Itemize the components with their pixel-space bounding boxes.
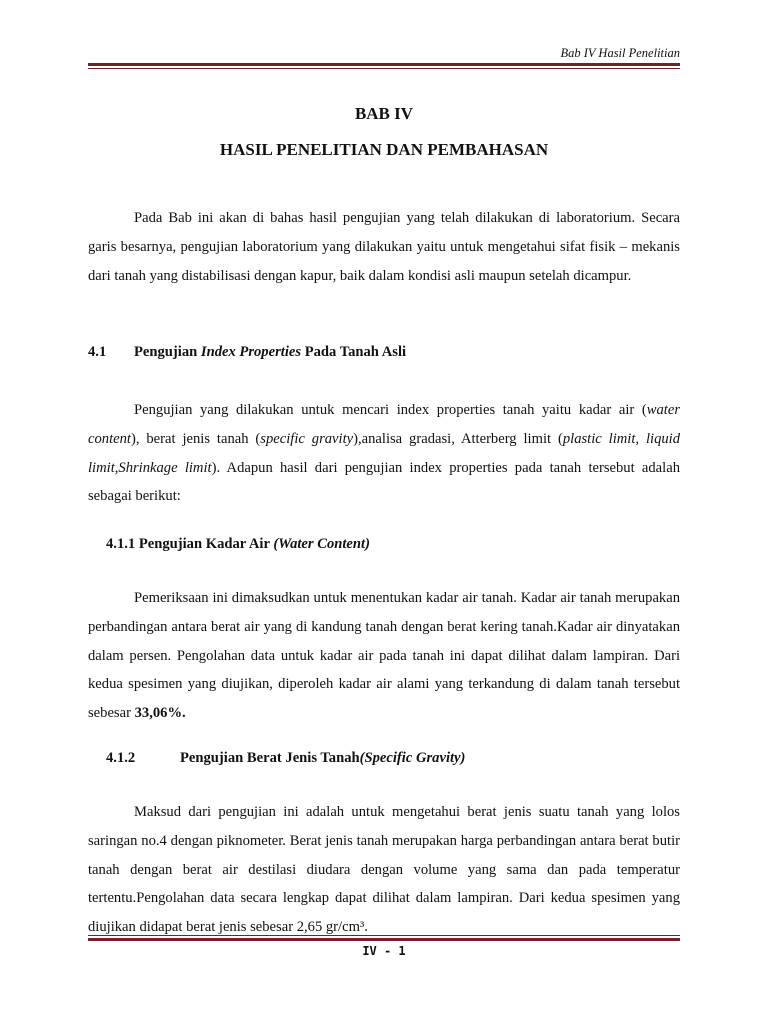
section-4-1-2-paragraph: Maksud dari pengujian ini adalah untuk mengetahui berat jenis suatu tanah yang lolos saringan no.4 dengan piknometer. Berat jenis tanah merupakan harga perbandingan antara berat butir tanah dengan berat air destilasi diudara dengan volume yang sama dan pada temperatur tertentu.Pengolahan data secara lengkap dapat dilihat dalam lampiran. Dari kedua spesimen yang diujikan didapat berat jenis sebesar 2,65 gr/cm³. — [88, 804, 680, 936]
section-title-italic: (Specific Gravity) — [359, 750, 466, 766]
section-title: Pengujian Berat Jenis Tanah — [180, 750, 360, 766]
intro-paragraph: Pada Bab ini akan di bahas hasil pengujian yang telah dilakukan di laboratorium. Secara garis besarnya, pengujian laboratorium yang dilakukan yaitu untuk mengetahui sifat fisik – mekanis dari tanah yang distabilisasi dengan kapur, baik dalam kondisi asli maupun setelah dicampur. — [88, 210, 680, 284]
chapter-subtitle: HASIL PENELITIAN DAN PEMBAHASAN — [219, 140, 549, 159]
section-4-1-paragraph — [88, 396, 680, 511]
italic-term: plastic limit, liquid limit,Shrinkage limit — [88, 430, 681, 476]
section-4-1-1-paragraph — [88, 584, 680, 728]
text-run: ). Adapun hasil dari pengujian index properties pada tanah tersebut adalah sebagai berikut: — [88, 459, 680, 505]
section-title-prefix: Pengujian — [134, 344, 201, 360]
text-run: Pengujian yang dilakukan untuk mencari index properties tanah yaitu kadar air ( — [134, 402, 647, 418]
section-4-1-2-heading — [106, 750, 465, 767]
running-header: Bab IV Hasil Penelitian — [560, 46, 680, 60]
section-4-1-1-heading — [106, 536, 370, 553]
header-rule — [88, 63, 680, 69]
water-content-value: 33,06%. — [134, 705, 186, 722]
text-run: ), berat jenis tanah ( — [130, 430, 261, 447]
section-number: 4.1.1 — [106, 536, 136, 552]
section-number: 4.1 — [88, 344, 107, 360]
section-title-italic: (Water Content) — [273, 536, 370, 552]
section-title-suffix: Pada Tanah Asli — [301, 344, 407, 360]
text-run: ),analisa gradasi, Atterberg limit ( — [353, 430, 563, 447]
text-run: Pemeriksaan ini dimaksudkan untuk menentukan kadar air tanah. Kadar air tanah merupakan perbandingan antara berat air yang di kandung tanah dengan berat kering tanah.Kadar air dinyatakan dalam persen. Pengolahan data untuk kadar air pada tanah ini dapat dilihat dalam lampiran. Dari kedua spesimen yang diujikan, diperoleh kadar air alami yang terkandung di dalam tanah tersebut sebesar — [88, 590, 680, 722]
footer-rule — [88, 935, 680, 941]
italic-term: specific gravity — [260, 430, 354, 447]
italic-term: water content — [88, 402, 680, 447]
section-number: 4.1.2 — [106, 750, 136, 766]
section-title: Pengujian Kadar Air — [135, 536, 274, 552]
section-4-1-heading — [88, 344, 406, 361]
chapter-title: BAB IV — [354, 104, 414, 123]
page-number: IV - 1 — [362, 944, 406, 958]
section-title-italic: Index Properties — [200, 344, 302, 360]
